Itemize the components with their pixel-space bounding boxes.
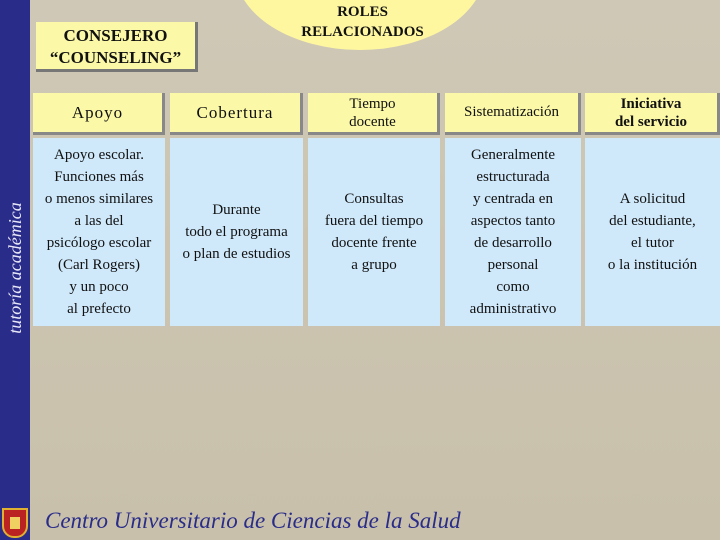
cell-tiempo-line: docente frente [331,235,417,251]
cell-tiempo-line: fuera del tiempo [324,213,424,229]
cell-cobertura [170,138,303,326]
cell-cobertura-line: Durante [212,202,261,218]
cell-apoyo-line: y un poco [69,279,129,295]
cell-sistematizacion-line: y centrada en [473,191,553,207]
role-line-1: CONSEJERO [63,26,168,45]
cell-sistematizacion-line: Generalmente [470,147,556,163]
cell-tiempo-line: a grupo [351,257,397,273]
cell-apoyo-line: a las del [74,213,124,229]
header-cobertura [170,93,303,135]
cell-tiempo-line: Consultas [344,191,404,207]
cell-iniciativa-line: el tutor [631,235,674,251]
role-box [36,22,198,72]
cell-sistematizacion-line: aspectos tanto [470,213,556,229]
title-line-2: RELACIONADOS [301,24,424,40]
slide-title [280,2,445,42]
cell-apoyo-line: (Carl Rogers) [57,257,141,273]
header-apoyo [33,93,165,135]
header-tiempo-line-1: Tiempo [349,95,396,112]
header-apoyo-text: Apoyo [71,102,124,122]
cell-tiempo-docente [308,138,440,326]
cell-sistematizacion-line: estructurada [476,169,550,185]
header-tiempo-line-2: docente [349,113,396,130]
cell-sistematizacion [445,138,581,326]
cell-apoyo-line: o menos similares [44,191,154,207]
university-crest-icon [2,508,28,538]
cell-apoyo-line: Funciones más [54,169,144,185]
sidebar [0,0,30,540]
cell-cobertura-line: todo el programa [185,224,288,240]
header-sistematizacion-text: Sistematización [464,104,559,120]
cell-iniciativa [585,138,720,326]
cell-sistematizacion-line: personal [487,257,539,273]
cell-sistematizacion-line: como [496,279,530,295]
footer-institution: Centro Universitario de Ciencias de la Salud [45,508,461,533]
cell-apoyo [33,138,165,326]
role-line-2: “COUNSELING” [49,48,182,67]
cell-apoyo-line: Apoyo escolar. [54,147,144,163]
cell-iniciativa-line: o la institución [607,257,698,273]
cell-apoyo-line: psicólogo escolar [46,235,152,251]
cell-sistematizacion-line: de desarrollo [474,235,552,251]
header-sistematizacion [445,93,581,135]
cell-iniciativa-line: A solicitud [619,191,686,207]
cell-apoyo-line: al prefecto [67,301,131,317]
title-line-1: ROLES [337,4,388,20]
header-cobertura-text: Cobertura [196,102,274,122]
cell-sistematizacion-line: administrativo [469,301,557,317]
header-iniciativa [585,93,720,135]
cell-cobertura-line: o plan de estudios [182,246,291,262]
header-tiempo-docente [308,93,440,135]
sidebar-label: tutoría académica [5,202,25,334]
header-iniciativa-line-1: Iniciativa [620,95,682,112]
cell-iniciativa-line: del estudiante, [609,213,696,229]
header-iniciativa-line-2: del servicio [614,113,688,130]
